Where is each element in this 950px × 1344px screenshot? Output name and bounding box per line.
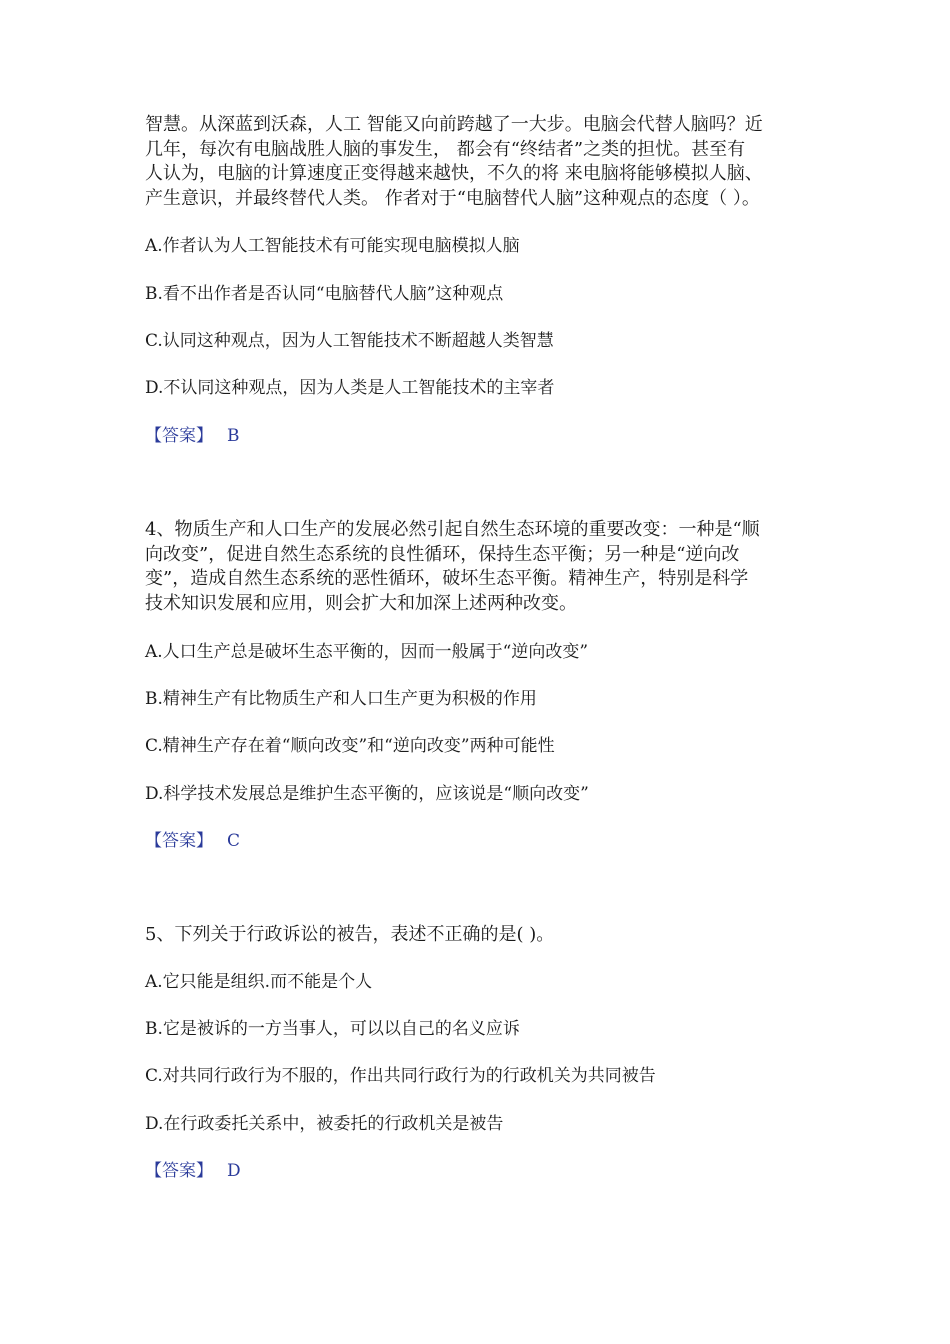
question-3-stem	[145, 113, 805, 211]
stem-line: 向改变”，促进自然生态系统的良性循环，保持生态平衡；另一种是“逆向改	[145, 543, 740, 565]
question-5-option-b: B.它是被诉的一方当事人，可以以自己的名义应诉	[145, 1019, 520, 1039]
question-4-option-a: A.人口生产总是破坏生态平衡的，因而一般属于“逆向改变”	[145, 642, 589, 662]
answer-label: 【答案】	[145, 831, 213, 851]
stem-line: 5、下列关于行政诉讼的被告，表述不正确的是( )。	[145, 924, 555, 945]
question-5-answer	[145, 1159, 241, 1183]
question-4-answer	[145, 829, 240, 853]
question-5-option-a: A.它只能是组织.而不能是个人	[145, 972, 373, 992]
stem-line: 人认为，电脑的计算速度正变得越来越快，不久的将 来电脑将能够模拟人脑、	[145, 163, 763, 184]
stem-line: 4、物质生产和人口生产的发展必然引起自然生态环境的重要改变：一种是“顺	[145, 519, 760, 540]
stem-line: 智慧。从深蓝到沃森，人工 智能又向前跨越了一大步。电脑会代替人脑吗？近	[145, 114, 763, 135]
answer-value: C	[227, 831, 241, 851]
answer-label: 【答案】	[145, 426, 213, 446]
question-3-option-d: D.不认同这种观点，因为人类是人工智能技术的主宰者	[145, 378, 555, 398]
stem-line: 变”，造成自然生态系统的恶性循环，破坏生态平衡。精神生产，特别是科学	[145, 568, 749, 589]
question-3-option-c: C.认同这种观点，因为人工智能技术不断超越人类智慧	[145, 331, 554, 351]
question-4-option-b: B.精神生产有比物质生产和人口生产更为积极的作用	[145, 689, 537, 709]
question-5-option-c: C.对共同行政行为不服的，作出共同行政行为的行政机关为共同被告	[145, 1066, 656, 1086]
question-3-answer	[145, 424, 240, 448]
question-4-option-d: D.科学技术发展总是维护生态平衡的，应该说是“顺向改变”	[145, 784, 589, 804]
question-4-option-c: C.精神生产存在着“顺向改变”和“逆向改变”两种可能性	[145, 736, 555, 756]
question-4-stem	[145, 518, 805, 616]
answer-value: D	[227, 1161, 241, 1181]
answer-label: 【答案】	[145, 1161, 213, 1181]
question-3-option-b: B.看不出作者是否认同“电脑替代人脑”这种观点	[145, 284, 504, 304]
question-3-option-a: A.作者认为人工智能技术有可能实现电脑模拟人脑	[145, 236, 520, 256]
question-5-stem	[145, 923, 805, 948]
question-5-option-d: D.在行政委托关系中，被委托的行政机关是被告	[145, 1114, 504, 1134]
stem-line: 几年，每次有电脑战胜人脑的事发生， 都会有“终结者”之类的担忧。甚至有	[145, 138, 746, 160]
stem-line: 产生意识，并最终替代人类。 作者对于“电脑替代人脑”这种观点的态度（ ）。	[145, 187, 760, 209]
stem-line: 技术知识发展和应用，则会扩大和加深上述两种改变。	[145, 592, 577, 614]
answer-value: B	[227, 426, 240, 446]
